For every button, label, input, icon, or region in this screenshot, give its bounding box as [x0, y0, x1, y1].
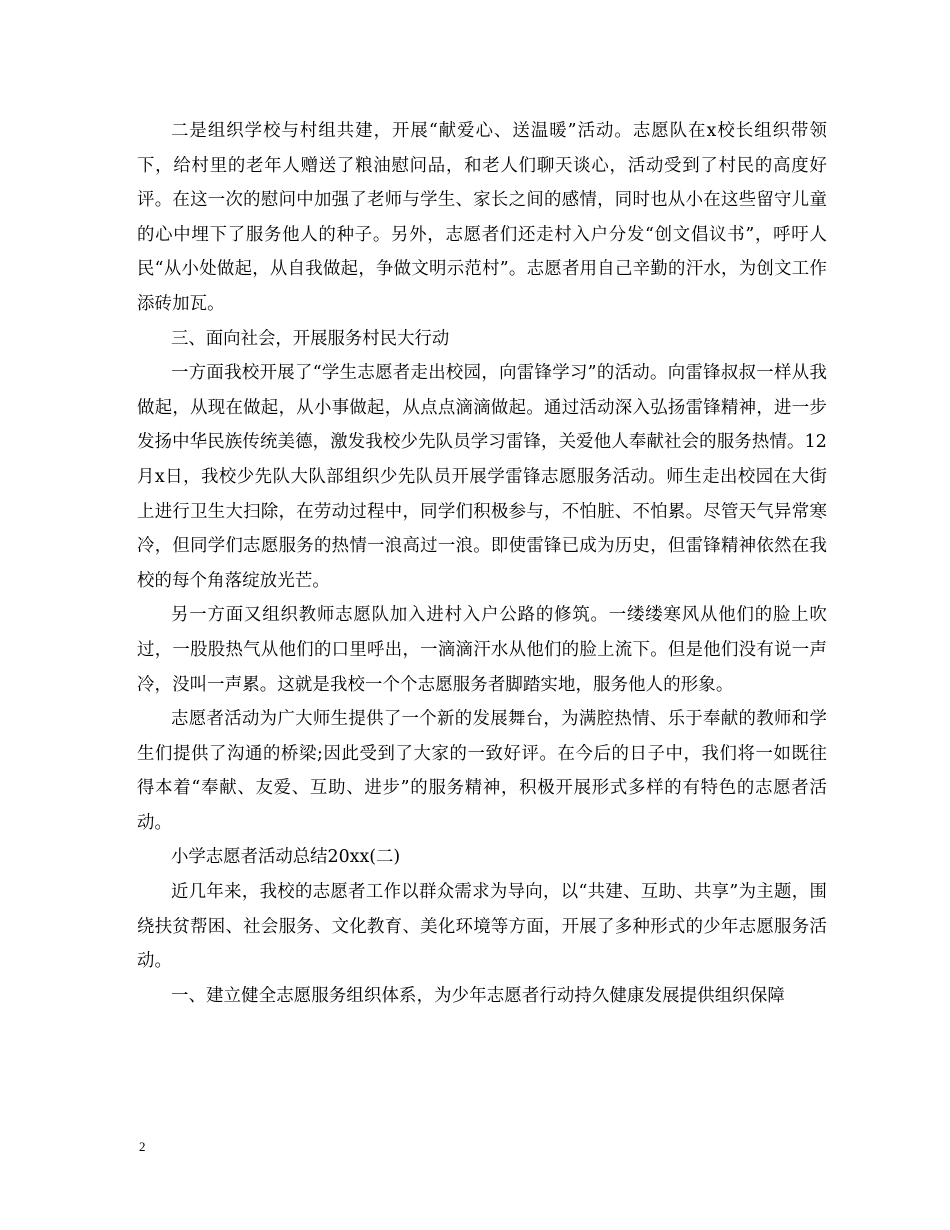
document-subtitle: 小学志愿者活动总结20xx(二): [171, 847, 401, 868]
paragraph-organization-system: 一、建立健全志愿服务组织体系，为少年志愿者行动持久健康发展提供组织保障: [171, 985, 785, 1006]
paragraph-village-cooperation: 二是组织学校与村组共建，开展“献爱心、送温暖”活动。志愿队在x校长组织带领下，给村里的老年人赠送了粮油慰问品，和老人们聊天谈心，活动受到了村民的高度好评。在这一次的慰问中加强了老师与学生、家长之间的感情，同时也从小在这些留守儿童的心中埋下了服务他人的种子。另外，志愿者们还走村入户分发“创文倡议书”，呼吁人民“从小处做起，从自我做起，争做文明示范村”。志愿者用自己辛勤的汗水，为创文工作添砖加瓦。: [137, 121, 827, 314]
section-heading-community-service: 三、面向社会，开展服务村民大行动: [171, 328, 450, 349]
paragraph-learn-from-leifeng: 一方面我校开展了“学生志愿者走出校园，向雷锋学习”的活动。向雷锋叔叔一样从我做起，从现在做起，从小事做起，从点点滴滴做起。通过活动深入弘扬雷锋精神，进一步发扬中华民族传统美德，激发我校少先队员学习雷锋，关爱他人奉献社会的服务热情。12月x日，我校少先队大队部组织少先队员开展学雷锋志愿服务活动。师生走出校园在大街上进行卫生大扫除，在劳动过程中，同学们积极参与，不怕脏、不怕累。尽管天气异常寒冷，但同学们志愿服务的热情一浪高过一浪。即使雷锋已成为历史，但雷锋精神依然在我校的每个角落绽放光芒。: [137, 363, 827, 591]
document-body: [137, 114, 827, 1013]
page-number: 2: [139, 1139, 146, 1154]
paragraph-teacher-road-building: 另一方面又组织教师志愿队加入进村入户公路的修筑。一缕缕寒风从他们的脸上吹过，一股股热气从他们的口里呼出，一滴滴汗水从他们的脸上流下。但是他们没有说一声冷，没叫一声累。这就是我校一个个志愿服务者脚踏实地，服务他人的形象。: [137, 605, 827, 695]
paragraph-summary: 志愿者活动为广大师生提供了一个新的发展舞台，为满腔热情、乐于奉献的教师和学生们提供了沟通的桥梁;因此受到了大家的一致好评。在今后的日子中，我们将一如既往得本着“奉献、友爱、互助、进步”的服务精神，积极开展形式多样的有特色的志愿者活动。: [137, 709, 827, 833]
paragraph-intro-volunteer-work: 近几年来，我校的志愿者工作以群众需求为导向，以“共建、互助、共享”为主题，围绕扶贫帮困、社会服务、文化教育、美化环境等方面，开展了多种形式的少年志愿服务活动。: [137, 882, 827, 972]
